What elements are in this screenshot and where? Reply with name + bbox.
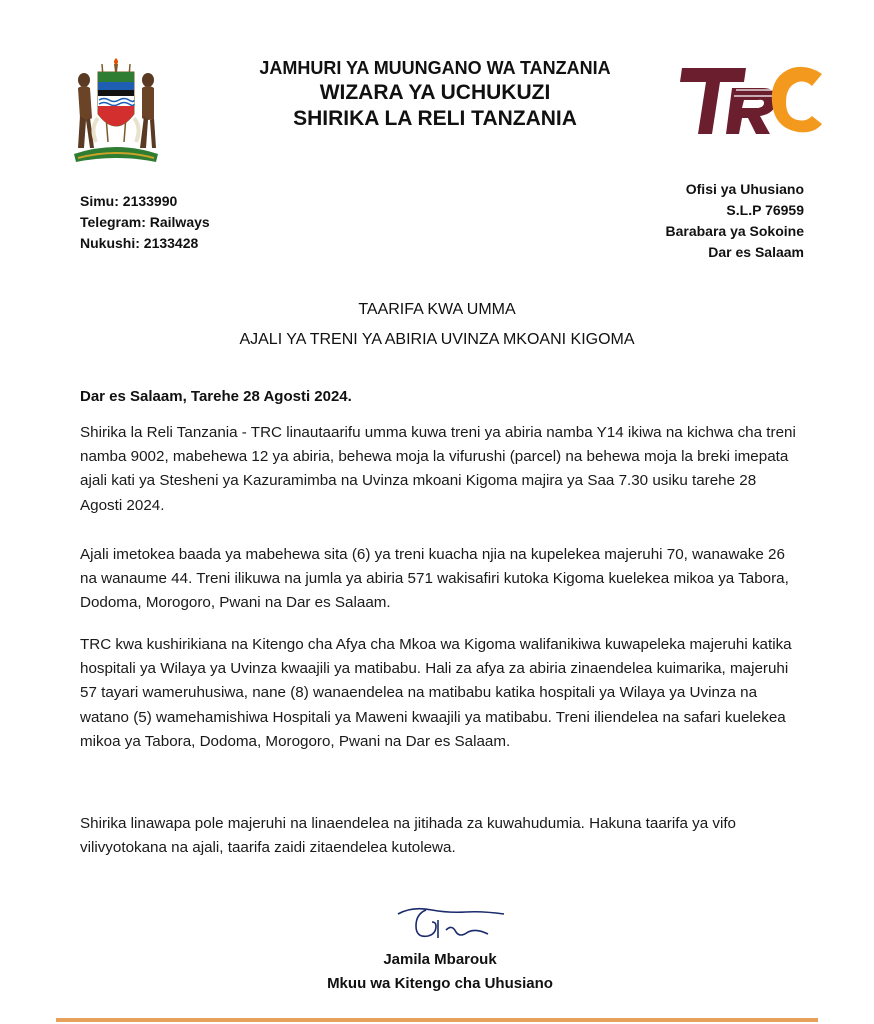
header-ministry: WIZARA YA UCHUKUZI — [319, 81, 551, 104]
header-country: JAMHURI YA MUUNGANO WA TANZANIA — [259, 58, 611, 78]
footer-rule — [56, 1018, 818, 1022]
signatory-name: Jamila Mbarouk — [383, 951, 497, 968]
fax-number: Nukushi: 2133428 — [80, 235, 199, 251]
street-address: Barabara ya Sokoine — [665, 223, 804, 239]
notice-subtitle: AJALI YA TRENI YA ABIRIA UVINZA MKOANI KIGOMA — [239, 331, 635, 348]
handwritten-signature — [392, 900, 512, 944]
paragraph-2: Ajali imetokea baada ya mabehewa sita (6) ya treni kuacha njia na kupelekea majeruhi 70, wanawake 26 na wanaume 44. Treni ilikuwa na jumla ya abiria 571 wakisafiri kutoka Kigoma kuelekea mikoa ya Tabora, Dodoma, Morogoro, Pwani na Dar es Salaam. — [80, 546, 789, 612]
office-name: Ofisi ya Uhusiano — [685, 181, 804, 197]
contact-left — [80, 191, 210, 254]
telegram-address: Telegram: Railways — [80, 214, 210, 230]
po-box: S.L.P 76959 — [726, 202, 804, 218]
header-organization: SHIRIKA LA RELI TANZANIA — [293, 107, 577, 130]
notice-title: TAARIFA KWA UMMA — [358, 301, 516, 318]
city: Dar es Salaam — [708, 244, 804, 260]
phone-number: Simu: 2133990 — [80, 193, 178, 209]
date-line: Dar es Salaam, Tarehe 28 Agosti 2024. — [80, 388, 352, 405]
contact-right — [665, 179, 804, 263]
paragraph-3: TRC kwa kushirikiana na Kitengo cha Afya cha Mkoa wa Kigoma walifanikiwa kuwapeleka majeruhi katika hospitali ya Wilaya ya Uvinza kwaajili ya matibabu. Hali za afya za abiria zinaendelea kuimarika, majeruhi 57 tayari wameruhusiwa, nane (8) wanaendelea na matibabu katika hospitali ya Wilaya ya Uvinza na watano (5) wamehamishiwa Hospitali ya Maweni kwaajili ya matibabu. Treni iliendelea na safari kuelekea mikoa ya Tabora, Dodoma, Morogoro, Pwani na Dar es Salaam. — [80, 636, 792, 750]
signatory-position: Mkuu wa Kitengo cha Uhusiano — [327, 975, 553, 992]
trc-logo — [676, 60, 826, 142]
paragraph-1: Shirika la Reli Tanzania - TRC linautaarifu umma kuwa treni ya abiria namba Y14 ikiwa na kichwa cha treni namba 9002, mabehewa 12 ya abiria, behewa moja la vifurushi (parcel) na behewa moja la breki imepata ajali kati ya Stesheni ya Kazuramimba na Uvinza mkoani Kigoma majira ya Saa 7.30 usiku tarehe 28 Agosti 2024. — [80, 424, 796, 514]
paragraph-4: Shirika linawapa pole majeruhi na linaendelea na jitihada za kuwahudumia. Hakuna taarifa ya vifo vilivyotokana na ajali, taarifa zaidi zitaendelea kutolewa. — [80, 815, 736, 857]
coat-of-arms-emblem — [68, 58, 164, 166]
